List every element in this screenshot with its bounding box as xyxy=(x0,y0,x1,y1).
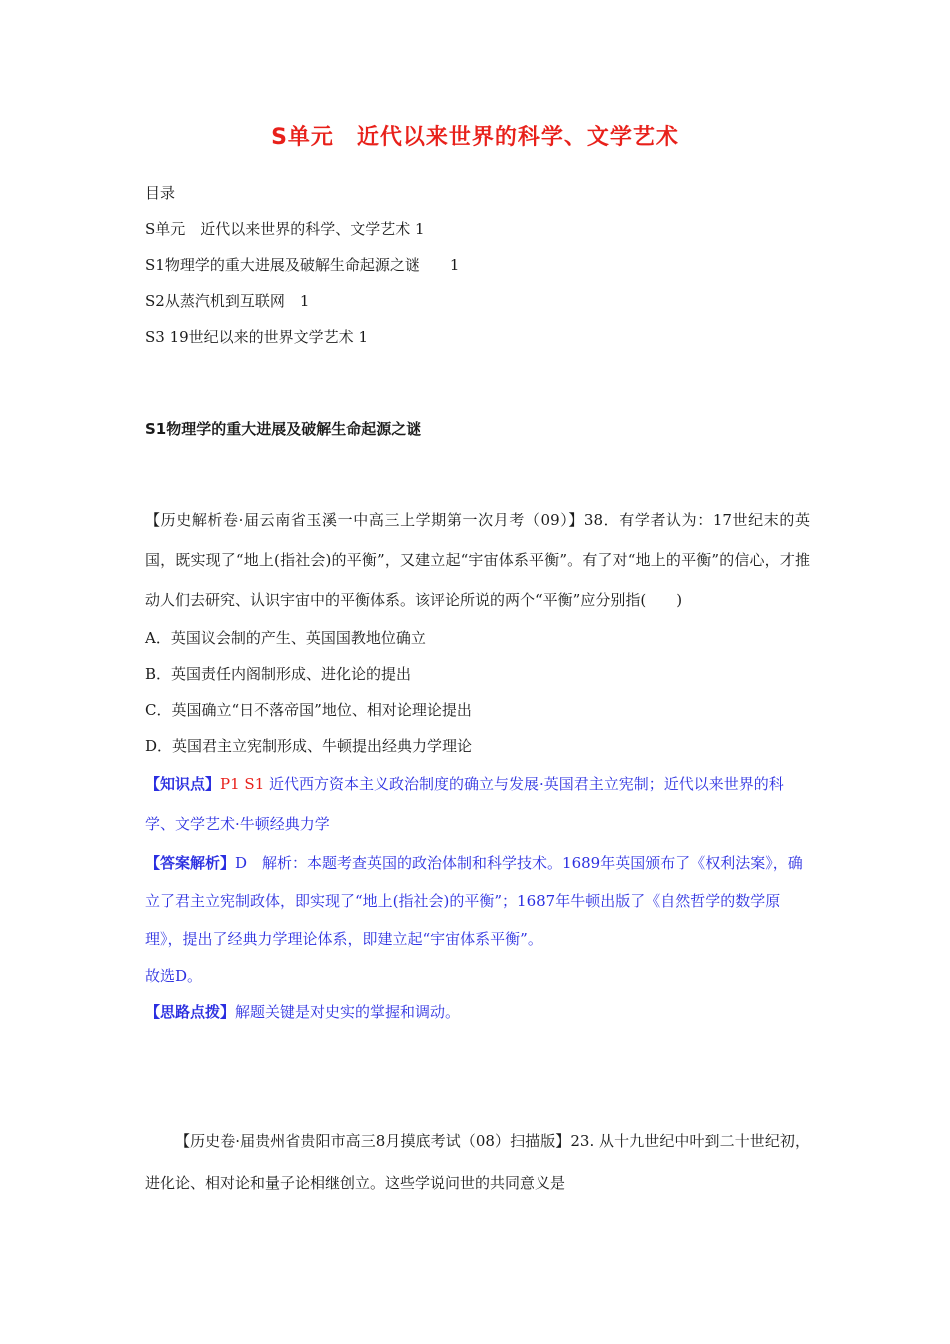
section-heading: S1物理学的重大进展及破解生命起源之谜 xyxy=(145,420,422,438)
toc-heading: 目录 xyxy=(145,184,176,202)
question-1 xyxy=(145,500,810,1030)
knowledge-text: 近代西方资本主义政治制度的确立与发展·英国君主立宪制；近代以来世界的科学、文学艺术·牛顿经典力学 xyxy=(145,775,784,833)
hint xyxy=(145,994,810,1030)
answer-label: 【答案解析】 xyxy=(145,854,236,872)
toc-item: S单元 近代以来世界的科学、文学艺术 1 xyxy=(145,220,425,238)
option-c: C．英国确立“日不落帝国”地位、相对论理论提出 xyxy=(145,701,472,719)
option-a: A．英国议会制的产生、英国国教地位确立 xyxy=(145,629,426,647)
toc-item: S2从蒸汽机到互联网 1 xyxy=(145,292,310,310)
toc-item: S3 19世纪以来的世界文学艺术 1 xyxy=(145,328,368,346)
knowledge-point xyxy=(145,764,810,844)
hint-text: 解题关键是对史实的掌握和调动。 xyxy=(235,1003,461,1021)
toc-item: S1物理学的重大进展及破解生命起源之谜 1 xyxy=(145,256,460,274)
table-of-contents xyxy=(145,175,459,355)
question-2: 【历史卷·届贵州省贵阳市高三8月摸底考试（08）扫描版】23. 从十九世纪中叶到二十世纪初，进化论、相对论和量子论相继创立。这些学说问世的共同意义是 xyxy=(145,1132,810,1192)
document-title: S单元 近代以来世界的科学、文学艺术 xyxy=(271,125,679,150)
answer-analysis xyxy=(145,844,810,958)
answer-text: D 解析：本题考查英国的政治体制和科学技术。1689年英国颁布了《权利法案》，确立了君主立宪制政体，即实现了“地上(指社会)的平衡”；1687年牛顿出版了《自然哲学的数学原理》，提出了经典力学理论体系，即建立起“宇宙体系平衡”。 xyxy=(145,854,803,948)
answer-conclusion: 故选D。 xyxy=(145,967,203,985)
option-b: B．英国责任内阁制形成、进化论的提出 xyxy=(145,665,412,683)
knowledge-label: 【知识点】 xyxy=(145,775,221,793)
hint-label: 【思路点拨】 xyxy=(145,1003,236,1021)
question-stem: 【历史解析卷·届云南省玉溪一中高三上学期第一次月考（09）】38．有学者认为：17世纪末的英国，既实现了“地上(指社会)的平衡”，又建立起“宇宙体系平衡”。有了对“地上的平衡”的信心，才推动人们去研究、认识宇宙中的平衡体系。该评论所说的两个“平衡”应分别指( ) xyxy=(145,511,810,609)
option-d: D．英国君主立宪制形成、牛顿提出经典力学理论 xyxy=(145,737,473,755)
knowledge-codes: P1 S1 xyxy=(220,775,265,793)
